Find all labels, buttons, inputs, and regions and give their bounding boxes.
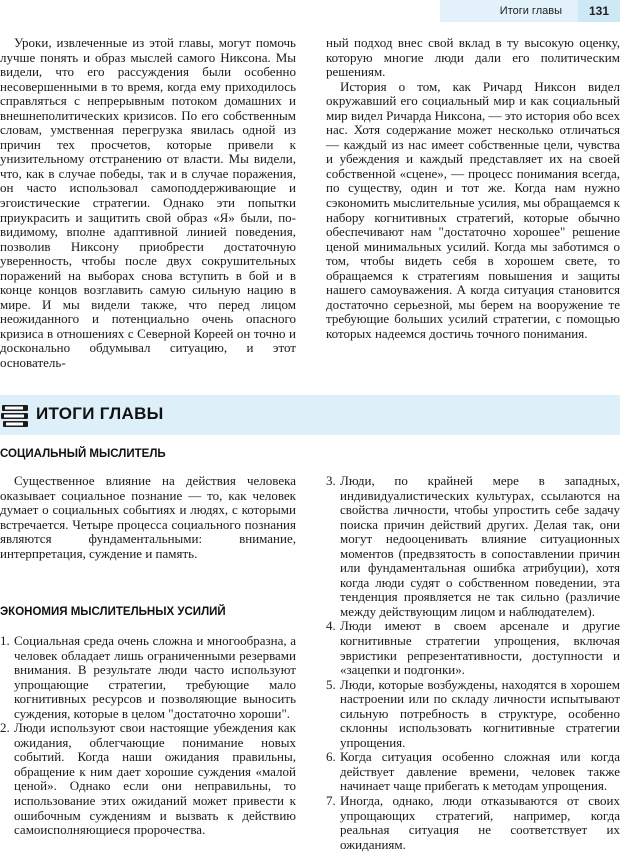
- list-item: 4. Люди имеют в своем арсенале и другие когнитивные стратегии упрощения, включая эвристики репрезентативности, доступности и «зацепки и подгонки».: [326, 618, 620, 678]
- top-right-column: [326, 36, 620, 341]
- list-item: 7. Иногда, однако, люди отказываются от своих упрощающих стратегий, например, когда реальная ситуация не соответствует их ожиданиям.: [326, 793, 620, 852]
- list-item: 6. Когда ситуация особенно сложная или когда действует давление времени, человек также начинает чаще прибегать к методам упрощения.: [326, 749, 620, 794]
- page-number: 131: [578, 0, 620, 22]
- list-item: 2. Люди используют свои настоящие убеждения как ожидания, облегчающие понимание новых событий. Когда наши ожидания правильны, обращение к ним дает хорошие суждения «малой ценой». Однако если они неправильны, то использование этих ожиданий может привести к ошибочным суждениям и вызвать к действию самоисполняющиеся пророчества.: [0, 720, 296, 838]
- paragraph: ный подход внес свой вклад в ту высокую оценку, которую многие люди дали его политическим решениям.: [326, 35, 620, 80]
- paragraph: Существенное влияние на действия человека оказывает социальное познание — то, как человек думает о социальных событиях и людях, с которыми встречается. Четыре процесса социального познания являются фундаментальными: внимание, интерпретация, суждение и память.: [0, 473, 296, 561]
- section-heading: ЭКОНОМИЯ МЫСЛИТЕЛЬНЫХ УСИЛИЙ: [0, 606, 226, 618]
- paragraph: Уроки, извлеченные из этой главы, могут помочь лучше понять и образ мыслей самого Никсона. Мы видели, что его рассуждения были особенно несовершенными в то время, когда ему приходилось справляться с непрерывным потоком домашних и внешнеполитических кризисов. По его собственным словам, умственная перегрузка явилась одной из причин тех просчетов, которые привели к унизительному отстранению от власти. Мы видели, что, как в случае победы, так и в случае поражения, он часто использовал самоподдерживающие и эгоистические стратегии. Однако эти попытки приукрасить и защитить свой образ «Я» были, по-видимому, вполне адаптивной линией поведения, позволив Никсону приобрести достаточную уверенность, чтобы после двух сокрушительных поражений на выборах снова вступить в бой и в конце концов возглавить самую сильную нацию в мире. И мы видели также, что перед лицом неожиданного и потенциально очень опасного кризиса в отношениях с Северной Кореей он точно и досконально обдумывал ситуацию, и этот основатель-: [0, 35, 296, 371]
- list-item: 1. Социальная среда очень сложна и многообразна, а человек обладает лишь ограниченными резервами внимания. В результате люди часто используют упрощающие стратегии, требующие мало когнитивных ресурсов и позволяющие выносить суждения, которые в целом "достаточно хороши".: [0, 633, 296, 721]
- list-item: 3. Люди, по крайней мере в западных, индивидуалистических культурах, ссылаются на свойства личности, чтобы упростить себе задачу поиска причин действий других. Делая так, они могут недооценивать влияние ситуационных моментов (предвзятость в сопоставлении причин или фундаментальная ошибка атрибуции), хотя когда люди судят о собственном поведении, эта тенденция проявляется не так сильно (различие между действующим лицом и наблюдателем).: [326, 473, 620, 619]
- books-stack-icon: [0, 395, 30, 435]
- summary-title: ИТОГИ ГЛАВЫ: [36, 404, 164, 423]
- summary-list-left: [0, 634, 296, 838]
- list-item: 5. Люди, которые возбуждены, находятся в хорошем настроении или по складу личности испытывают сильную потребность в структуре, особенно склонны использовать когнитивные стратегии упрощения.: [326, 676, 620, 750]
- section-heading: СОЦИАЛЬНЫЙ МЫСЛИТЕЛЬ: [0, 448, 166, 460]
- running-header: [440, 0, 620, 22]
- summary-list-right: [326, 474, 620, 852]
- paragraph: История о том, как Ричард Никсон видел окружавший его социальный мир и как социальный мир видел Ричарда Никсона, — это история обо всех нас. Хотя содержание может несколько отличаться — каждый из нас имеет собственные цели, чувства и убеждения и каждый представляет их на своей собственной «сцене», — процесс понимания всегда, по существу, один и тот же. Когда нам нужно сэкономить мыслительные усилия, мы обращаемся к набору когнитивных стратегий, которые обычно обеспечивают нам "достаточно хорошее" решение ценой минимальных усилий. Когда мы заботимся о том, чтобы видеть себя в хорошем свете, то обращаемся к стратегиям повышения и защиты нашего самоуважения. А когда ситуация становится достаточно серьезной, мы берем на вооружение те требующие больших усилий стратегии, с помощью которых надеемся достичь точного понимания.: [326, 78, 620, 341]
- section-text: [0, 474, 296, 561]
- top-left-column: [0, 36, 296, 371]
- running-header-title: Итоги главы: [499, 5, 562, 17]
